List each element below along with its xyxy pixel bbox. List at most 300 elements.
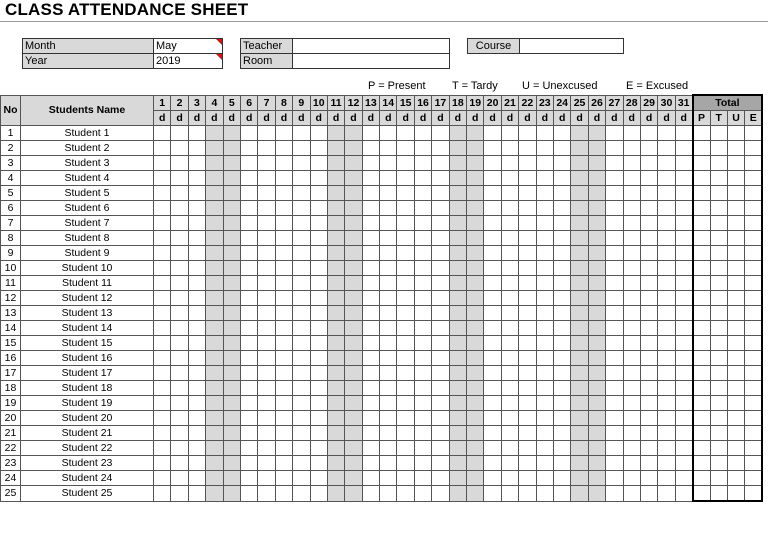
attendance-cell[interactable] bbox=[519, 276, 536, 291]
attendance-cell[interactable] bbox=[588, 291, 605, 306]
attendance-cell[interactable] bbox=[414, 201, 431, 216]
attendance-cell[interactable] bbox=[501, 231, 518, 246]
student-name[interactable]: Student 25 bbox=[21, 486, 154, 502]
attendance-cell[interactable] bbox=[623, 336, 640, 351]
attendance-cell[interactable] bbox=[327, 321, 344, 336]
attendance-cell[interactable] bbox=[171, 456, 188, 471]
attendance-cell[interactable] bbox=[432, 156, 449, 171]
attendance-cell[interactable] bbox=[345, 216, 362, 231]
attendance-cell[interactable] bbox=[327, 261, 344, 276]
attendance-cell[interactable] bbox=[275, 441, 292, 456]
attendance-cell[interactable] bbox=[449, 351, 466, 366]
attendance-cell[interactable] bbox=[223, 306, 240, 321]
attendance-cell[interactable] bbox=[484, 171, 501, 186]
attendance-cell[interactable] bbox=[206, 156, 223, 171]
attendance-cell[interactable] bbox=[345, 306, 362, 321]
attendance-cell[interactable] bbox=[293, 321, 310, 336]
attendance-cell[interactable] bbox=[414, 396, 431, 411]
attendance-cell[interactable] bbox=[571, 306, 588, 321]
attendance-cell[interactable] bbox=[519, 336, 536, 351]
attendance-cell[interactable] bbox=[345, 396, 362, 411]
attendance-cell[interactable] bbox=[362, 306, 379, 321]
attendance-cell[interactable] bbox=[154, 411, 171, 426]
attendance-cell[interactable] bbox=[240, 261, 257, 276]
attendance-cell[interactable] bbox=[206, 276, 223, 291]
attendance-cell[interactable] bbox=[640, 216, 657, 231]
attendance-cell[interactable] bbox=[501, 441, 518, 456]
attendance-cell[interactable] bbox=[293, 351, 310, 366]
attendance-cell[interactable] bbox=[275, 231, 292, 246]
attendance-cell[interactable] bbox=[223, 336, 240, 351]
attendance-cell[interactable] bbox=[449, 471, 466, 486]
attendance-cell[interactable] bbox=[154, 186, 171, 201]
attendance-cell[interactable] bbox=[206, 171, 223, 186]
attendance-cell[interactable] bbox=[310, 396, 327, 411]
attendance-cell[interactable] bbox=[380, 246, 397, 261]
attendance-cell[interactable] bbox=[553, 381, 570, 396]
attendance-cell[interactable] bbox=[675, 201, 692, 216]
attendance-cell[interactable] bbox=[362, 216, 379, 231]
attendance-cell[interactable] bbox=[258, 126, 275, 141]
attendance-cell[interactable] bbox=[606, 306, 623, 321]
attendance-cell[interactable] bbox=[536, 426, 553, 441]
attendance-cell[interactable] bbox=[640, 471, 657, 486]
attendance-cell[interactable] bbox=[588, 426, 605, 441]
attendance-cell[interactable] bbox=[675, 126, 692, 141]
attendance-cell[interactable] bbox=[154, 141, 171, 156]
attendance-cell[interactable] bbox=[240, 171, 257, 186]
attendance-cell[interactable] bbox=[171, 441, 188, 456]
attendance-cell[interactable] bbox=[501, 246, 518, 261]
attendance-cell[interactable] bbox=[154, 261, 171, 276]
attendance-cell[interactable] bbox=[188, 261, 205, 276]
attendance-cell[interactable] bbox=[640, 351, 657, 366]
attendance-cell[interactable] bbox=[362, 336, 379, 351]
attendance-cell[interactable] bbox=[345, 291, 362, 306]
attendance-cell[interactable] bbox=[362, 426, 379, 441]
attendance-cell[interactable] bbox=[588, 201, 605, 216]
attendance-cell[interactable] bbox=[553, 441, 570, 456]
attendance-cell[interactable] bbox=[640, 441, 657, 456]
attendance-cell[interactable] bbox=[675, 381, 692, 396]
attendance-cell[interactable] bbox=[536, 471, 553, 486]
attendance-cell[interactable] bbox=[171, 186, 188, 201]
attendance-cell[interactable] bbox=[484, 276, 501, 291]
attendance-cell[interactable] bbox=[484, 201, 501, 216]
attendance-cell[interactable] bbox=[154, 306, 171, 321]
attendance-cell[interactable] bbox=[223, 216, 240, 231]
attendance-cell[interactable] bbox=[275, 186, 292, 201]
attendance-cell[interactable] bbox=[240, 426, 257, 441]
attendance-cell[interactable] bbox=[362, 471, 379, 486]
attendance-cell[interactable] bbox=[188, 411, 205, 426]
attendance-cell[interactable] bbox=[154, 426, 171, 441]
attendance-cell[interactable] bbox=[536, 381, 553, 396]
attendance-cell[interactable] bbox=[258, 291, 275, 306]
attendance-cell[interactable] bbox=[258, 486, 275, 502]
attendance-cell[interactable] bbox=[397, 216, 414, 231]
attendance-cell[interactable] bbox=[658, 216, 675, 231]
attendance-cell[interactable] bbox=[675, 441, 692, 456]
attendance-cell[interactable] bbox=[536, 126, 553, 141]
attendance-cell[interactable] bbox=[188, 246, 205, 261]
attendance-cell[interactable] bbox=[414, 141, 431, 156]
attendance-cell[interactable] bbox=[484, 141, 501, 156]
attendance-cell[interactable] bbox=[467, 186, 484, 201]
attendance-cell[interactable] bbox=[501, 276, 518, 291]
attendance-cell[interactable] bbox=[658, 246, 675, 261]
attendance-cell[interactable] bbox=[397, 426, 414, 441]
attendance-cell[interactable] bbox=[223, 246, 240, 261]
attendance-cell[interactable] bbox=[293, 201, 310, 216]
attendance-cell[interactable] bbox=[258, 336, 275, 351]
attendance-cell[interactable] bbox=[258, 396, 275, 411]
attendance-cell[interactable] bbox=[623, 276, 640, 291]
attendance-cell[interactable] bbox=[223, 231, 240, 246]
attendance-cell[interactable] bbox=[171, 201, 188, 216]
attendance-cell[interactable] bbox=[362, 396, 379, 411]
attendance-cell[interactable] bbox=[571, 186, 588, 201]
attendance-cell[interactable] bbox=[397, 411, 414, 426]
attendance-cell[interactable] bbox=[658, 396, 675, 411]
attendance-cell[interactable] bbox=[606, 381, 623, 396]
attendance-cell[interactable] bbox=[327, 216, 344, 231]
attendance-cell[interactable] bbox=[223, 411, 240, 426]
attendance-cell[interactable] bbox=[188, 441, 205, 456]
attendance-cell[interactable] bbox=[553, 201, 570, 216]
attendance-cell[interactable] bbox=[449, 261, 466, 276]
attendance-cell[interactable] bbox=[588, 381, 605, 396]
attendance-cell[interactable] bbox=[519, 246, 536, 261]
attendance-cell[interactable] bbox=[571, 321, 588, 336]
attendance-cell[interactable] bbox=[206, 246, 223, 261]
attendance-cell[interactable] bbox=[397, 306, 414, 321]
attendance-cell[interactable] bbox=[223, 141, 240, 156]
attendance-cell[interactable] bbox=[640, 231, 657, 246]
attendance-cell[interactable] bbox=[154, 471, 171, 486]
attendance-cell[interactable] bbox=[327, 126, 344, 141]
attendance-cell[interactable] bbox=[675, 426, 692, 441]
attendance-cell[interactable] bbox=[258, 186, 275, 201]
attendance-cell[interactable] bbox=[623, 456, 640, 471]
attendance-cell[interactable] bbox=[188, 396, 205, 411]
attendance-cell[interactable] bbox=[275, 396, 292, 411]
attendance-cell[interactable] bbox=[571, 441, 588, 456]
attendance-cell[interactable] bbox=[380, 186, 397, 201]
attendance-cell[interactable] bbox=[345, 381, 362, 396]
attendance-cell[interactable] bbox=[397, 321, 414, 336]
attendance-cell[interactable] bbox=[240, 141, 257, 156]
attendance-cell[interactable] bbox=[345, 321, 362, 336]
attendance-cell[interactable] bbox=[588, 471, 605, 486]
attendance-cell[interactable] bbox=[640, 366, 657, 381]
attendance-cell[interactable] bbox=[658, 291, 675, 306]
attendance-cell[interactable] bbox=[640, 261, 657, 276]
attendance-cell[interactable] bbox=[449, 171, 466, 186]
attendance-cell[interactable] bbox=[658, 441, 675, 456]
attendance-cell[interactable] bbox=[345, 441, 362, 456]
attendance-cell[interactable] bbox=[536, 366, 553, 381]
attendance-cell[interactable] bbox=[171, 411, 188, 426]
attendance-cell[interactable] bbox=[414, 126, 431, 141]
attendance-cell[interactable] bbox=[397, 201, 414, 216]
attendance-cell[interactable] bbox=[432, 456, 449, 471]
attendance-cell[interactable] bbox=[606, 441, 623, 456]
attendance-cell[interactable] bbox=[553, 246, 570, 261]
attendance-cell[interactable] bbox=[588, 411, 605, 426]
attendance-cell[interactable] bbox=[571, 156, 588, 171]
attendance-cell[interactable] bbox=[501, 381, 518, 396]
attendance-cell[interactable] bbox=[414, 321, 431, 336]
attendance-cell[interactable] bbox=[327, 336, 344, 351]
attendance-cell[interactable] bbox=[432, 276, 449, 291]
attendance-cell[interactable] bbox=[484, 156, 501, 171]
attendance-cell[interactable] bbox=[536, 336, 553, 351]
attendance-cell[interactable] bbox=[623, 201, 640, 216]
attendance-cell[interactable] bbox=[449, 141, 466, 156]
student-name[interactable]: Student 12 bbox=[21, 291, 154, 306]
attendance-cell[interactable] bbox=[310, 486, 327, 502]
attendance-cell[interactable] bbox=[171, 486, 188, 502]
teacher-field[interactable] bbox=[293, 39, 450, 54]
attendance-cell[interactable] bbox=[258, 201, 275, 216]
attendance-cell[interactable] bbox=[675, 276, 692, 291]
attendance-cell[interactable] bbox=[293, 411, 310, 426]
attendance-cell[interactable] bbox=[501, 156, 518, 171]
attendance-cell[interactable] bbox=[519, 201, 536, 216]
attendance-cell[interactable] bbox=[432, 381, 449, 396]
attendance-cell[interactable] bbox=[154, 246, 171, 261]
attendance-cell[interactable] bbox=[553, 321, 570, 336]
attendance-cell[interactable] bbox=[449, 366, 466, 381]
attendance-cell[interactable] bbox=[536, 456, 553, 471]
attendance-cell[interactable] bbox=[380, 231, 397, 246]
attendance-cell[interactable] bbox=[414, 261, 431, 276]
attendance-cell[interactable] bbox=[553, 471, 570, 486]
attendance-cell[interactable] bbox=[240, 396, 257, 411]
attendance-cell[interactable] bbox=[484, 321, 501, 336]
attendance-cell[interactable] bbox=[380, 216, 397, 231]
attendance-cell[interactable] bbox=[171, 126, 188, 141]
attendance-cell[interactable] bbox=[623, 246, 640, 261]
attendance-cell[interactable] bbox=[188, 336, 205, 351]
attendance-cell[interactable] bbox=[258, 231, 275, 246]
student-name[interactable]: Student 22 bbox=[21, 441, 154, 456]
attendance-cell[interactable] bbox=[188, 321, 205, 336]
attendance-cell[interactable] bbox=[414, 471, 431, 486]
attendance-cell[interactable] bbox=[293, 276, 310, 291]
attendance-cell[interactable] bbox=[206, 351, 223, 366]
attendance-cell[interactable] bbox=[640, 321, 657, 336]
attendance-cell[interactable] bbox=[519, 411, 536, 426]
attendance-cell[interactable] bbox=[397, 351, 414, 366]
attendance-cell[interactable] bbox=[432, 351, 449, 366]
attendance-cell[interactable] bbox=[275, 321, 292, 336]
attendance-cell[interactable] bbox=[571, 456, 588, 471]
attendance-cell[interactable] bbox=[553, 186, 570, 201]
attendance-cell[interactable] bbox=[275, 486, 292, 502]
attendance-cell[interactable] bbox=[414, 276, 431, 291]
attendance-cell[interactable] bbox=[275, 336, 292, 351]
attendance-cell[interactable] bbox=[380, 276, 397, 291]
student-name[interactable]: Student 18 bbox=[21, 381, 154, 396]
attendance-cell[interactable] bbox=[519, 486, 536, 502]
attendance-cell[interactable] bbox=[171, 171, 188, 186]
attendance-cell[interactable] bbox=[414, 291, 431, 306]
attendance-cell[interactable] bbox=[449, 186, 466, 201]
attendance-cell[interactable] bbox=[449, 126, 466, 141]
attendance-cell[interactable] bbox=[571, 231, 588, 246]
attendance-cell[interactable] bbox=[327, 381, 344, 396]
attendance-cell[interactable] bbox=[658, 186, 675, 201]
attendance-cell[interactable] bbox=[188, 291, 205, 306]
attendance-cell[interactable] bbox=[293, 471, 310, 486]
attendance-cell[interactable] bbox=[553, 306, 570, 321]
attendance-cell[interactable] bbox=[240, 486, 257, 502]
attendance-cell[interactable] bbox=[293, 306, 310, 321]
attendance-cell[interactable] bbox=[223, 186, 240, 201]
attendance-cell[interactable] bbox=[188, 231, 205, 246]
attendance-cell[interactable] bbox=[380, 336, 397, 351]
attendance-cell[interactable] bbox=[223, 486, 240, 502]
attendance-cell[interactable] bbox=[588, 306, 605, 321]
attendance-cell[interactable] bbox=[640, 381, 657, 396]
attendance-cell[interactable] bbox=[310, 291, 327, 306]
attendance-cell[interactable] bbox=[414, 351, 431, 366]
attendance-cell[interactable] bbox=[362, 366, 379, 381]
attendance-cell[interactable] bbox=[188, 156, 205, 171]
attendance-cell[interactable] bbox=[606, 426, 623, 441]
attendance-cell[interactable] bbox=[623, 156, 640, 171]
attendance-cell[interactable] bbox=[640, 276, 657, 291]
attendance-cell[interactable] bbox=[606, 456, 623, 471]
attendance-cell[interactable] bbox=[553, 426, 570, 441]
attendance-cell[interactable] bbox=[397, 126, 414, 141]
attendance-cell[interactable] bbox=[327, 186, 344, 201]
attendance-cell[interactable] bbox=[658, 261, 675, 276]
attendance-cell[interactable] bbox=[310, 201, 327, 216]
attendance-cell[interactable] bbox=[310, 276, 327, 291]
attendance-cell[interactable] bbox=[606, 471, 623, 486]
student-name[interactable]: Student 24 bbox=[21, 471, 154, 486]
attendance-cell[interactable] bbox=[240, 441, 257, 456]
attendance-cell[interactable] bbox=[362, 186, 379, 201]
attendance-cell[interactable] bbox=[310, 141, 327, 156]
attendance-cell[interactable] bbox=[275, 201, 292, 216]
attendance-cell[interactable] bbox=[327, 456, 344, 471]
attendance-cell[interactable] bbox=[658, 141, 675, 156]
attendance-cell[interactable] bbox=[188, 381, 205, 396]
attendance-cell[interactable] bbox=[327, 351, 344, 366]
attendance-cell[interactable] bbox=[449, 396, 466, 411]
attendance-cell[interactable] bbox=[501, 321, 518, 336]
attendance-cell[interactable] bbox=[154, 486, 171, 502]
attendance-cell[interactable] bbox=[519, 156, 536, 171]
attendance-cell[interactable] bbox=[484, 186, 501, 201]
attendance-cell[interactable] bbox=[536, 411, 553, 426]
attendance-cell[interactable] bbox=[362, 291, 379, 306]
attendance-cell[interactable] bbox=[519, 321, 536, 336]
attendance-cell[interactable] bbox=[275, 411, 292, 426]
attendance-cell[interactable] bbox=[553, 486, 570, 502]
attendance-cell[interactable] bbox=[449, 381, 466, 396]
course-field[interactable] bbox=[520, 39, 624, 54]
attendance-cell[interactable] bbox=[345, 171, 362, 186]
attendance-cell[interactable] bbox=[206, 381, 223, 396]
student-name[interactable]: Student 8 bbox=[21, 231, 154, 246]
attendance-cell[interactable] bbox=[519, 366, 536, 381]
attendance-cell[interactable] bbox=[553, 336, 570, 351]
attendance-cell[interactable] bbox=[188, 276, 205, 291]
attendance-cell[interactable] bbox=[467, 126, 484, 141]
attendance-cell[interactable] bbox=[536, 306, 553, 321]
attendance-cell[interactable] bbox=[154, 201, 171, 216]
attendance-cell[interactable] bbox=[640, 246, 657, 261]
attendance-cell[interactable] bbox=[380, 411, 397, 426]
attendance-cell[interactable] bbox=[449, 306, 466, 321]
attendance-cell[interactable] bbox=[258, 216, 275, 231]
attendance-cell[interactable] bbox=[154, 216, 171, 231]
attendance-cell[interactable] bbox=[171, 246, 188, 261]
student-name[interactable]: Student 19 bbox=[21, 396, 154, 411]
attendance-cell[interactable] bbox=[310, 186, 327, 201]
attendance-cell[interactable] bbox=[623, 486, 640, 502]
attendance-cell[interactable] bbox=[536, 351, 553, 366]
attendance-cell[interactable] bbox=[380, 486, 397, 502]
attendance-cell[interactable] bbox=[258, 276, 275, 291]
attendance-cell[interactable] bbox=[606, 216, 623, 231]
attendance-cell[interactable] bbox=[345, 456, 362, 471]
attendance-cell[interactable] bbox=[380, 456, 397, 471]
attendance-cell[interactable] bbox=[606, 186, 623, 201]
attendance-cell[interactable] bbox=[623, 291, 640, 306]
attendance-cell[interactable] bbox=[606, 231, 623, 246]
attendance-cell[interactable] bbox=[675, 216, 692, 231]
attendance-cell[interactable] bbox=[588, 351, 605, 366]
attendance-cell[interactable] bbox=[258, 261, 275, 276]
attendance-cell[interactable] bbox=[588, 156, 605, 171]
attendance-cell[interactable] bbox=[327, 141, 344, 156]
attendance-cell[interactable] bbox=[519, 471, 536, 486]
attendance-cell[interactable] bbox=[258, 171, 275, 186]
attendance-cell[interactable] bbox=[484, 261, 501, 276]
attendance-cell[interactable] bbox=[467, 171, 484, 186]
attendance-cell[interactable] bbox=[171, 471, 188, 486]
attendance-cell[interactable] bbox=[171, 276, 188, 291]
attendance-cell[interactable] bbox=[293, 291, 310, 306]
attendance-cell[interactable] bbox=[640, 486, 657, 502]
attendance-cell[interactable] bbox=[293, 381, 310, 396]
attendance-cell[interactable] bbox=[310, 171, 327, 186]
attendance-cell[interactable] bbox=[519, 306, 536, 321]
attendance-cell[interactable] bbox=[171, 291, 188, 306]
attendance-cell[interactable] bbox=[467, 276, 484, 291]
attendance-cell[interactable] bbox=[345, 411, 362, 426]
attendance-cell[interactable] bbox=[206, 411, 223, 426]
attendance-cell[interactable] bbox=[449, 411, 466, 426]
attendance-cell[interactable] bbox=[414, 366, 431, 381]
attendance-cell[interactable] bbox=[571, 396, 588, 411]
attendance-cell[interactable] bbox=[571, 471, 588, 486]
attendance-cell[interactable] bbox=[171, 426, 188, 441]
attendance-cell[interactable] bbox=[536, 261, 553, 276]
attendance-cell[interactable] bbox=[501, 201, 518, 216]
attendance-cell[interactable] bbox=[327, 291, 344, 306]
attendance-cell[interactable] bbox=[588, 456, 605, 471]
attendance-cell[interactable] bbox=[432, 186, 449, 201]
attendance-cell[interactable] bbox=[154, 156, 171, 171]
attendance-cell[interactable] bbox=[293, 366, 310, 381]
